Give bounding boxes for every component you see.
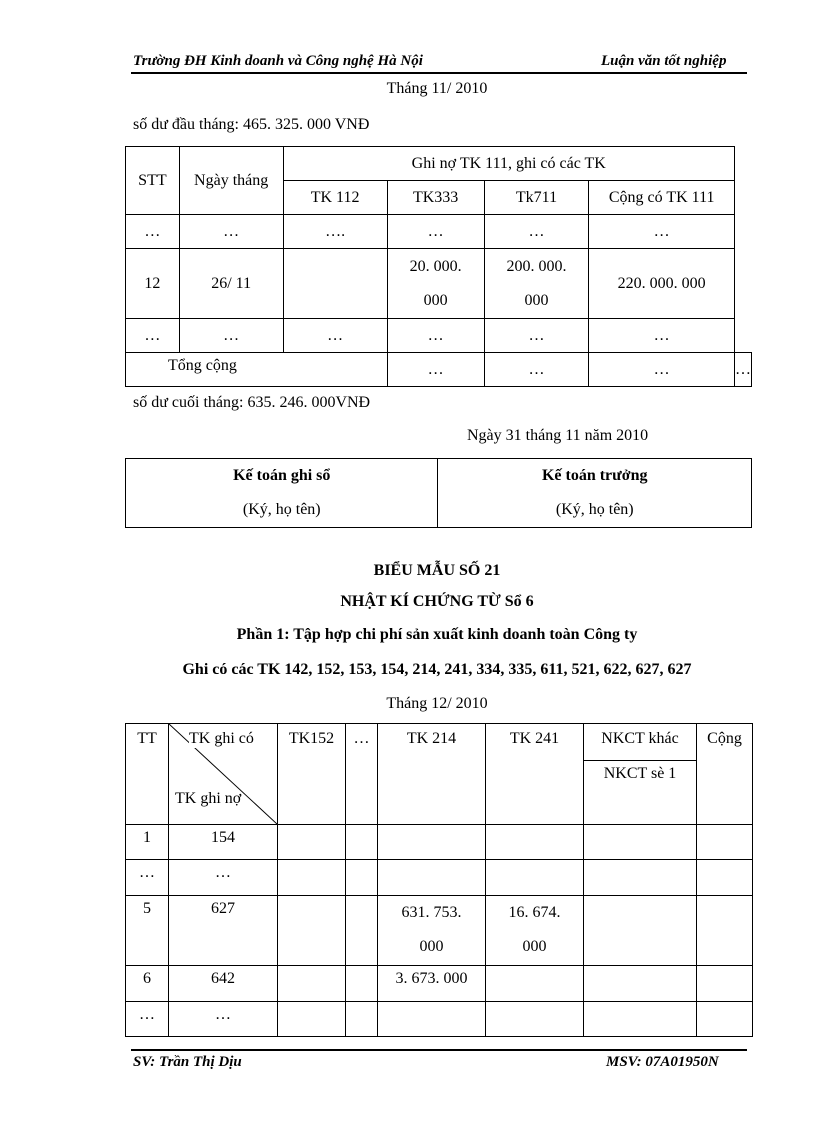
table-row <box>126 215 752 249</box>
diag-bottom-label: TK ghi nợ <box>175 790 242 807</box>
col-tk152-header: TK152 <box>278 724 346 825</box>
signature-table <box>125 458 752 528</box>
cell-account: 627 <box>169 896 278 966</box>
cell-tt: … <box>126 860 169 896</box>
cell-tk241 <box>486 966 584 1002</box>
sub-col-total: Cộng có TK 111 <box>589 181 735 215</box>
sub-col-tk711: Tk711 <box>484 181 589 215</box>
cell: … <box>179 319 283 353</box>
cell: 200. 000. 000 <box>484 249 589 319</box>
cell: …. <box>283 215 387 249</box>
cell <box>278 860 346 896</box>
cell: … <box>484 319 589 353</box>
group-header: Ghi nợ TK 111, ghi có các TK <box>283 147 734 181</box>
diagonal-header <box>169 724 278 825</box>
header-school: Trường ĐH Kinh doanh và Công nghệ Hà Nội <box>133 53 423 69</box>
opening-balance: số dư đầu tháng: 465. 325. 000 VNĐ <box>133 116 370 133</box>
cell: … <box>484 353 589 387</box>
sub-col-tk112: TK 112 <box>283 181 387 215</box>
cell <box>278 966 346 1002</box>
signature-chief-title: Kế toán trưởng <box>541 467 648 484</box>
col-tk241-header: TK 241 <box>486 724 584 825</box>
cell-tk214 <box>378 860 486 896</box>
cell <box>697 860 753 896</box>
cell <box>584 1002 697 1037</box>
cell: … <box>126 319 180 353</box>
cell-tk241 <box>486 825 584 860</box>
col-tk214-header: TK 214 <box>378 724 486 825</box>
cell-tt: 5 <box>126 896 169 966</box>
cell: 12 <box>126 249 180 319</box>
cell <box>278 1002 346 1037</box>
closing-balance: số dư cuối tháng: 635. 246. 000VNĐ <box>133 394 371 411</box>
cell-account: … <box>169 860 278 896</box>
col-stt-header: STT <box>126 147 180 215</box>
table-row <box>126 860 753 896</box>
footer-student: SV: Trần Thị Dịu <box>133 1054 242 1070</box>
col-nkct-sub-header: NKCT sè 1 <box>584 761 697 825</box>
signature-chief-note: (Ký, họ tên) <box>555 501 634 518</box>
table-row <box>126 966 753 1002</box>
cell: … <box>589 319 735 353</box>
cell-tk214: 631. 753. 000 <box>378 896 486 966</box>
total-label: Tổng cộng <box>126 353 388 387</box>
cell: … <box>387 353 484 387</box>
col-total-header: Cộng <box>697 724 753 825</box>
col-date-header: Ngày tháng <box>179 147 283 215</box>
cell <box>697 825 753 860</box>
cell: … <box>387 319 484 353</box>
cell <box>346 860 378 896</box>
signature-accountant-note: (Ký, họ tên) <box>242 501 321 518</box>
cell-tk241 <box>486 1002 584 1037</box>
cell <box>697 966 753 1002</box>
cell: … <box>179 215 283 249</box>
cell: 20. 000. 000 <box>387 249 484 319</box>
cell: … <box>589 353 735 387</box>
signature-accountant <box>126 459 438 528</box>
cell <box>346 1002 378 1037</box>
signature-accountant-title: Kế toán ghi sổ <box>233 467 331 484</box>
month-label-nov: Tháng 11/ 2010 <box>386 80 488 97</box>
sub-col-tk333: TK333 <box>387 181 484 215</box>
cell <box>584 825 697 860</box>
cell: 220. 000. 000 <box>589 249 735 319</box>
cell: … <box>484 215 589 249</box>
cell <box>346 825 378 860</box>
cell <box>697 896 753 966</box>
cell <box>584 896 697 966</box>
form-title: BIỂU MẪU SỐ 21 <box>373 562 501 579</box>
cell: … <box>735 353 752 387</box>
table-row <box>126 825 753 860</box>
date-line: Ngày 31 tháng 11 năm 2010 <box>467 427 649 444</box>
table-row <box>126 1002 753 1037</box>
accounts-line: Ghi có các TK 142, 152, 153, 154, 214, 241, 334, 335, 611, 521, 622, 627, 627 <box>182 661 692 678</box>
cell: … <box>126 215 180 249</box>
cell-account: 154 <box>169 825 278 860</box>
month-label-dec: Tháng 12/ 2010 <box>386 695 488 712</box>
cell <box>584 966 697 1002</box>
cell-tk214: 3. 673. 000 <box>378 966 486 1002</box>
diag-top-label: TK ghi có <box>189 730 254 747</box>
col-dots-header: … <box>346 724 378 825</box>
cell <box>346 966 378 1002</box>
cell <box>697 1002 753 1037</box>
cell-tk241 <box>486 860 584 896</box>
table-row <box>126 896 753 966</box>
cell <box>584 860 697 896</box>
cell <box>283 249 387 319</box>
cell-tt: 6 <box>126 966 169 1002</box>
cell-tk214 <box>378 825 486 860</box>
cell: 26/ 11 <box>179 249 283 319</box>
cell-account: … <box>169 1002 278 1037</box>
cell-account: 642 <box>169 966 278 1002</box>
footer-student-id: MSV: 07A01950N <box>606 1054 719 1070</box>
col-nkct-header: NKCT khác <box>584 724 697 761</box>
cell: … <box>387 215 484 249</box>
cell: … <box>589 215 735 249</box>
part-title: Phần 1: Tập hợp chi phí sản xuất kinh doanh toàn Công ty <box>236 626 638 643</box>
cell <box>346 896 378 966</box>
table-row <box>126 249 752 319</box>
journal-title: NHẬT KÍ CHỨNG TỪ Sổ 6 <box>340 593 534 610</box>
header-doc-type: Luận văn tốt nghiệp <box>601 53 727 69</box>
cell-tk214 <box>378 1002 486 1037</box>
cell <box>278 896 346 966</box>
total-row <box>126 353 752 387</box>
table-row <box>126 319 752 353</box>
cell-tt: 1 <box>126 825 169 860</box>
footer-rule <box>131 1049 747 1051</box>
cash-ledger-table <box>125 146 752 387</box>
cell-tt: … <box>126 1002 169 1037</box>
cell: … <box>283 319 387 353</box>
cell-tk241: 16. 674. 000 <box>486 896 584 966</box>
signature-chief <box>438 459 752 528</box>
col-tt-header: TT <box>126 724 169 825</box>
journal-table <box>125 723 753 1037</box>
header-rule <box>131 72 747 74</box>
cell <box>278 825 346 860</box>
